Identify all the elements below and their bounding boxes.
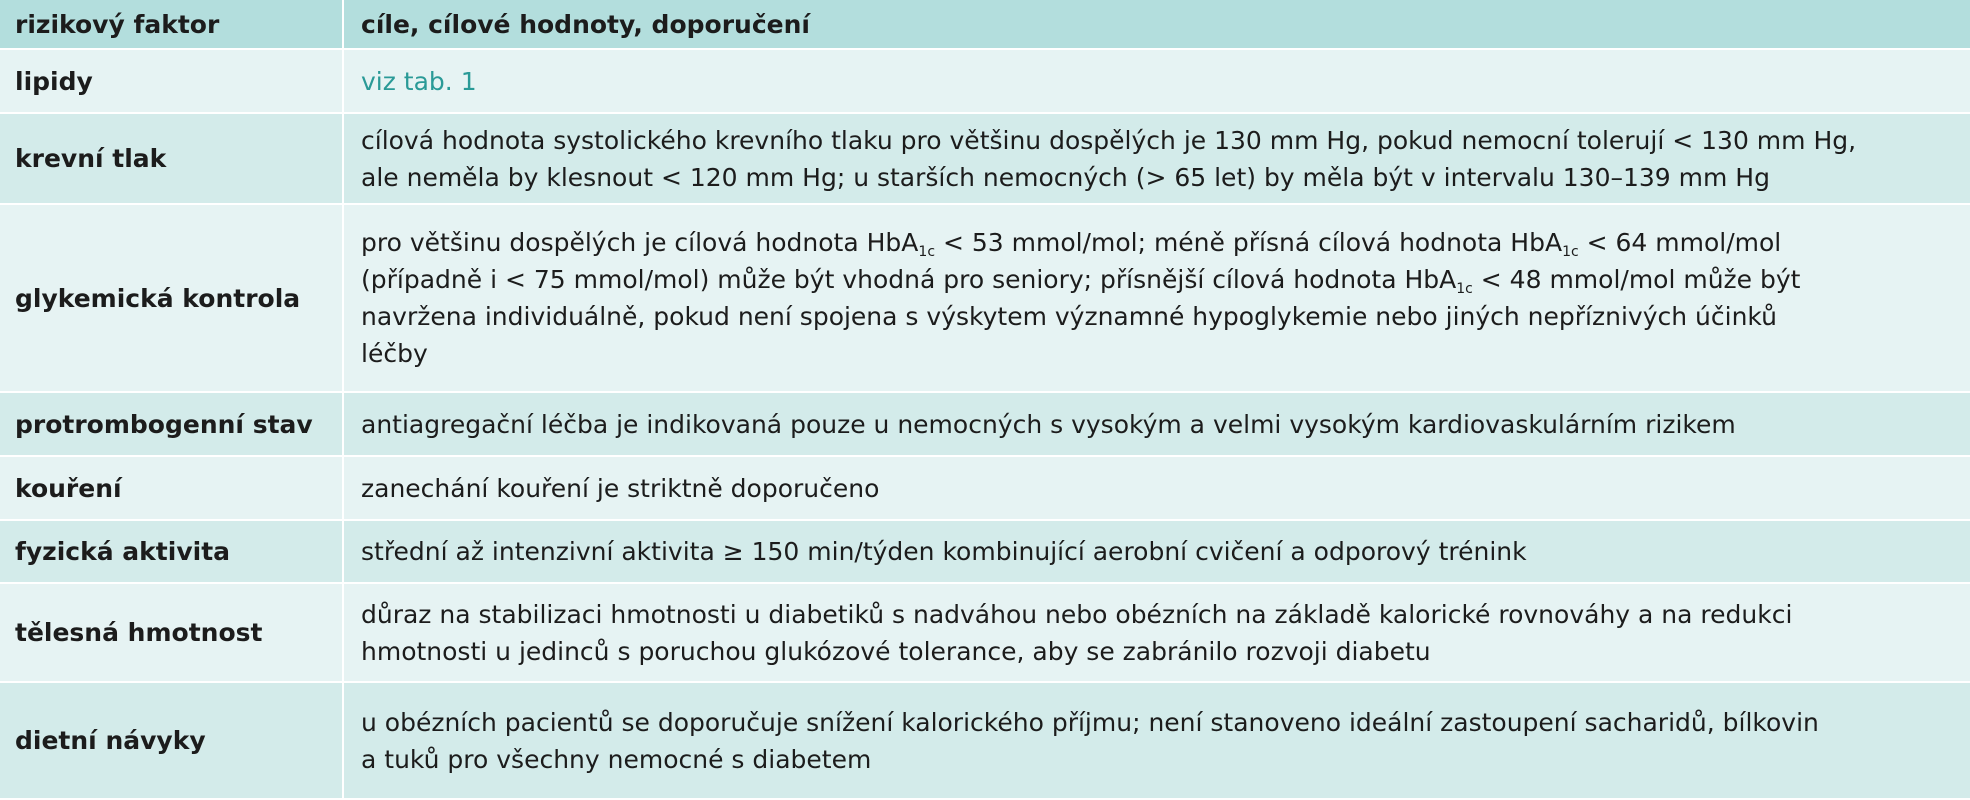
text-fragment: < 53 mmol/mol; méně přísná cílová hodnota HbA xyxy=(935,228,1563,257)
row-value-blood-pressure xyxy=(344,114,1970,205)
row-label-text: fyzická aktivita xyxy=(15,537,231,566)
row-label-lipids xyxy=(0,50,344,114)
row-label-prothrombotic-state xyxy=(0,393,344,457)
text-fragment: (případně i < 75 mmol/mol) může být vhodná pro seniory; přísnější cílová hodnota HbA xyxy=(361,265,1457,294)
column-header-goals xyxy=(344,0,1970,50)
row-value-smoking xyxy=(344,457,1970,521)
value-line: hmotnosti u jedinců s poruchou glukózové tolerance, aby se zabránilo rozvoji diabetu xyxy=(361,636,1431,666)
row-value-text xyxy=(361,704,1819,778)
value-line: důraz na stabilizaci hmotnosti u diabetiků s nadváhou nebo obézních na základě kalorické rovnováhy a na redukci xyxy=(361,599,1793,629)
row-label-dietary-habits xyxy=(0,683,344,800)
row-value-lipids xyxy=(344,50,1970,114)
column-header-risk-factor xyxy=(0,0,344,50)
value-line xyxy=(361,261,1800,298)
value-line: ale neměla by klesnout < 120 mm Hg; u starších nemocných (> 65 let) by měla být v intervalu 130–139 mm Hg xyxy=(361,162,1770,192)
row-label-text: protrombogenní stav xyxy=(15,409,313,439)
table-reference-link[interactable]: viz tab. 1 xyxy=(361,66,477,96)
row-label-blood-pressure xyxy=(0,114,344,205)
row-value-text: zanechání kouření je striktně doporučeno xyxy=(361,473,880,503)
row-value-text xyxy=(361,224,1800,372)
subscript: 1c xyxy=(1562,244,1579,260)
subscript: 1c xyxy=(918,244,936,260)
row-value-text: antiagregační léčba je indikovaná pouze u nemocných s vysokým a velmi vysokým kardiovaskulárním rizikem xyxy=(361,409,1736,439)
text-fragment: < 64 mmol/mol xyxy=(1578,228,1782,257)
row-label-text: dietní návyky xyxy=(15,726,206,755)
row-value-dietary-habits xyxy=(344,683,1970,800)
subscript: 1c xyxy=(1456,281,1473,297)
value-line: a tuků pro všechny nemocné s diabetem xyxy=(361,744,872,774)
row-value-text: střední až intenzivní aktivita ≥ 150 min/týden kombinující aerobní cvičení a odporový trénink xyxy=(361,537,1527,566)
row-value-prothrombotic-state xyxy=(344,393,1970,457)
text-fragment: pro většinu dospělých je cílová hodnota HbA xyxy=(361,228,919,257)
row-label-physical-activity xyxy=(0,521,344,584)
row-label-glycemic-control xyxy=(0,205,344,393)
row-label-text: glykemická kontrola xyxy=(15,283,301,313)
row-label-text: kouření xyxy=(15,473,122,503)
row-value-glycemic-control xyxy=(344,205,1970,393)
row-label-text: lipidy xyxy=(15,66,93,96)
header-text-risk-factor: rizikový faktor xyxy=(15,9,220,39)
row-label-smoking xyxy=(0,457,344,521)
text-fragment: < 48 mmol/mol může být xyxy=(1472,265,1801,294)
value-line: navržena individuálně, pokud není spojena s výskytem významné hypoglykemie nebo jiných nepříznivých účinků xyxy=(361,302,1777,331)
row-label-body-weight xyxy=(0,584,344,683)
value-line xyxy=(361,224,1800,261)
value-line: léčby xyxy=(361,339,428,368)
row-value-body-weight xyxy=(344,584,1970,683)
row-label-text: tělesná hmotnost xyxy=(15,618,263,647)
row-label-text: krevní tlak xyxy=(15,144,167,173)
row-value-text xyxy=(361,122,1856,196)
row-value-text xyxy=(361,596,1792,670)
header-text-goals: cíle, cílové hodnoty, doporučení xyxy=(361,9,810,39)
value-line: u obézních pacientů se doporučuje snížení kalorického příjmu; není stanoveno ideální zastoupení sacharidů, bílkovin xyxy=(361,707,1819,737)
value-line: cílová hodnota systolického krevního tlaku pro většinu dospělých je 130 mm Hg, pokud nemocní tolerují < 130 mm Hg, xyxy=(361,125,1857,155)
row-value-physical-activity xyxy=(344,521,1970,584)
